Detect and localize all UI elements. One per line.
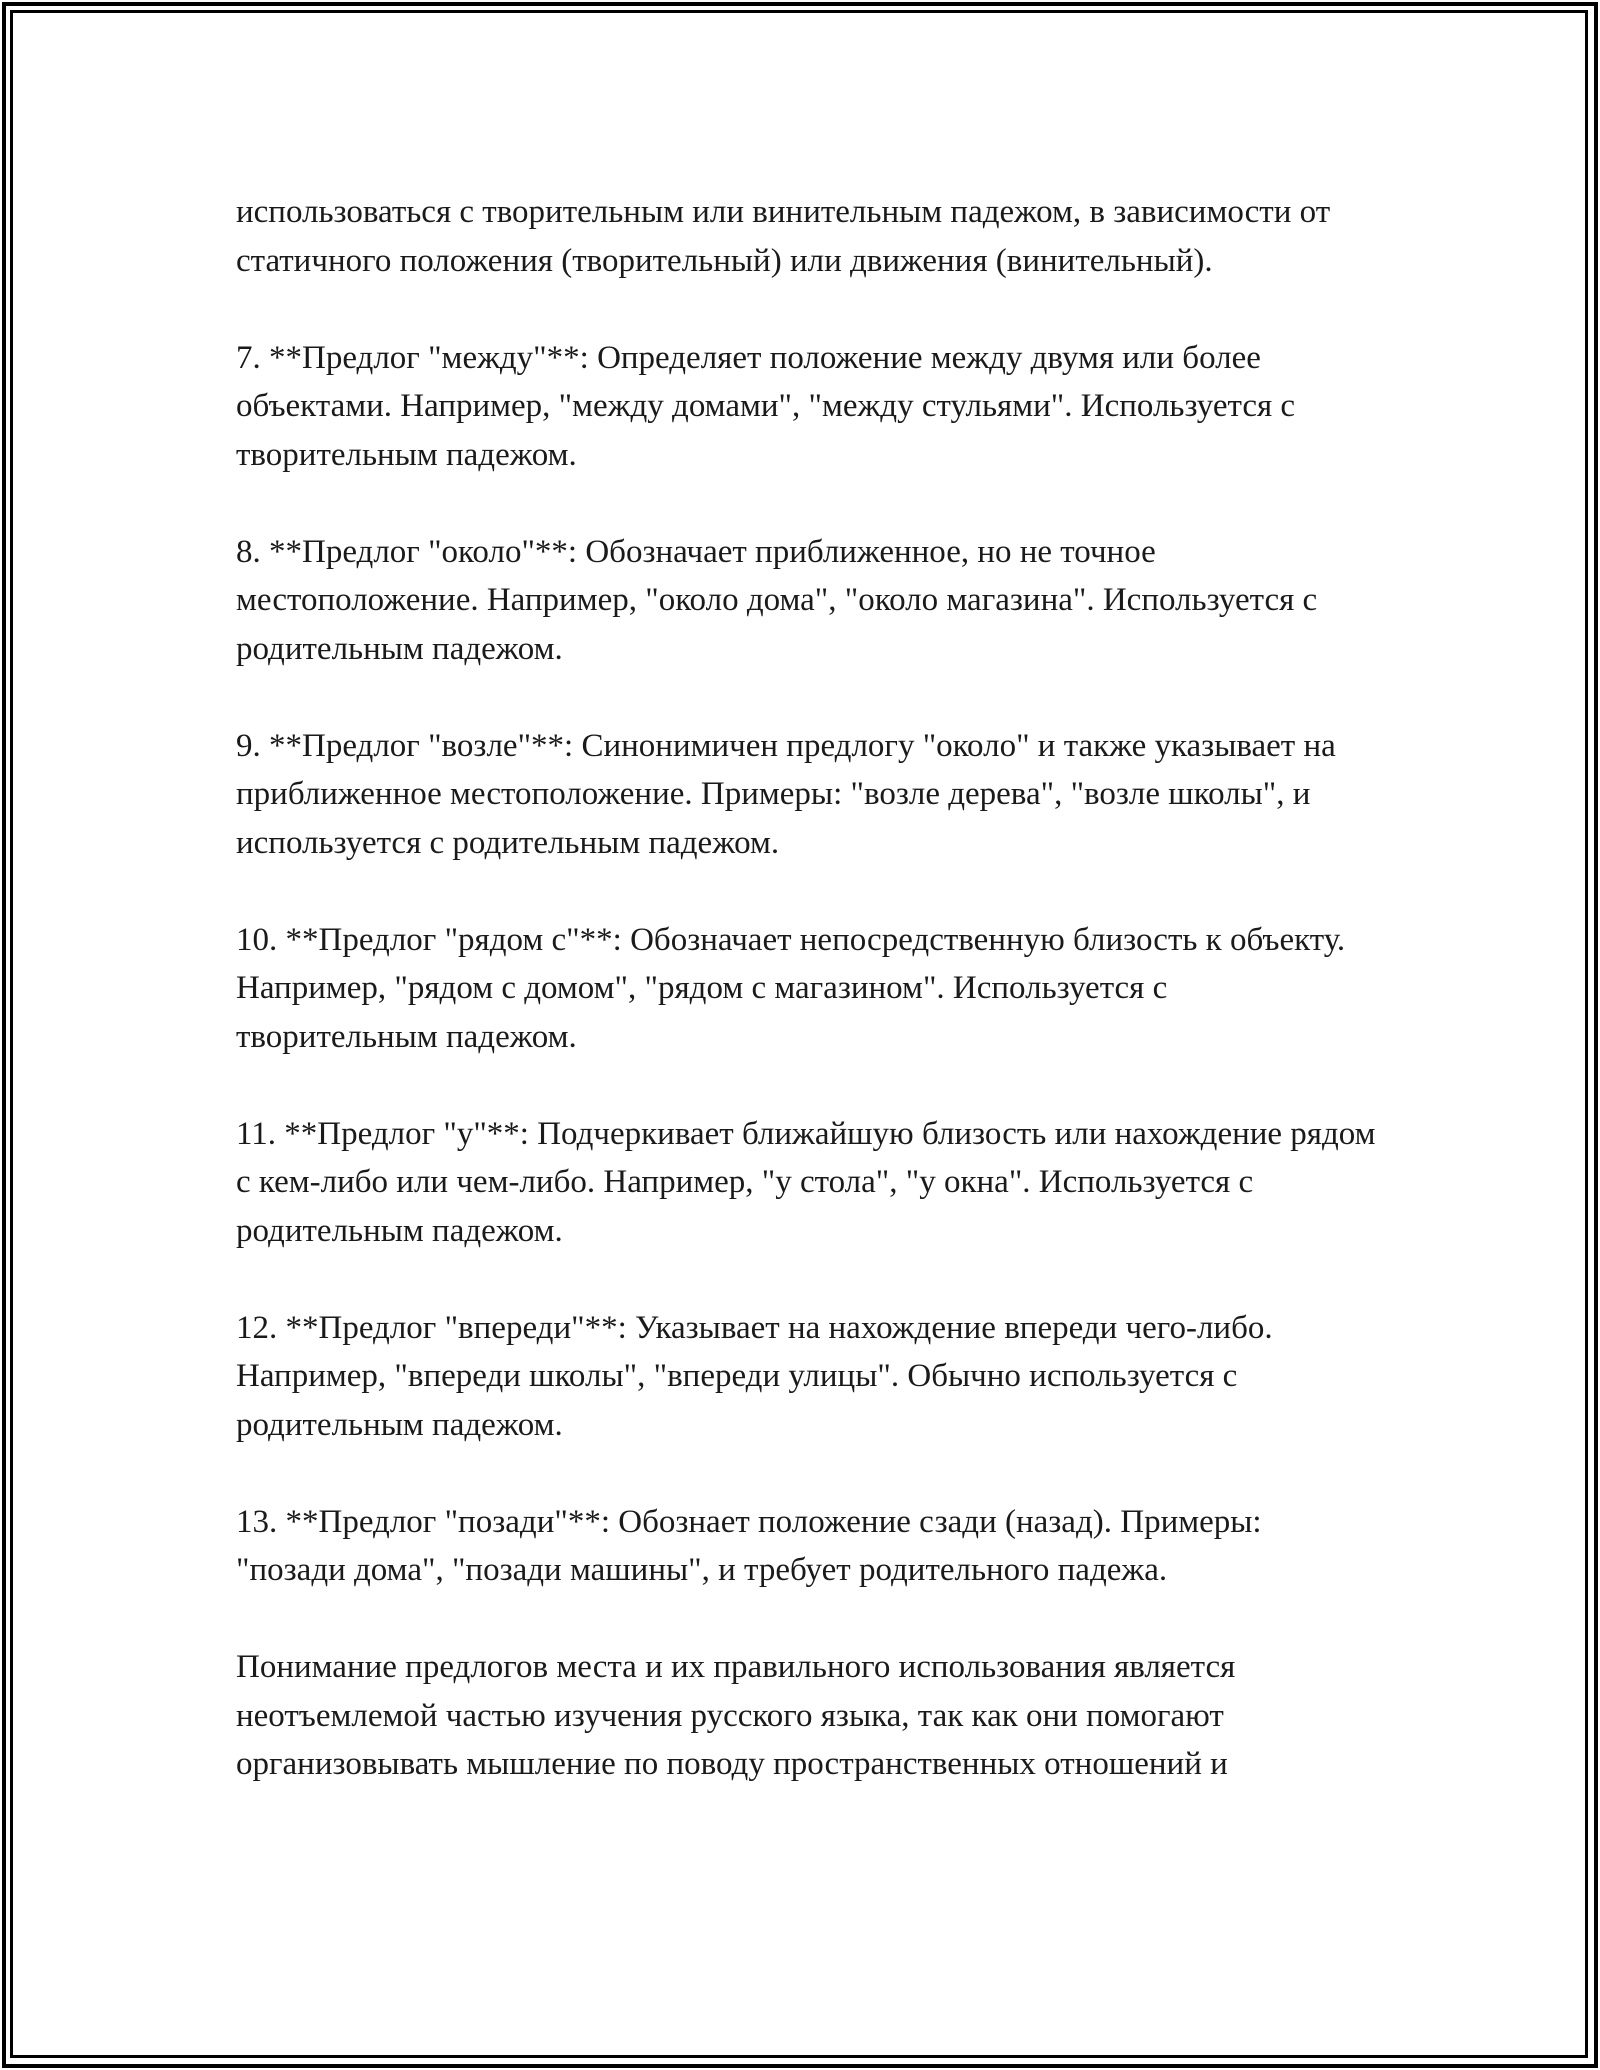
paragraph-item-7: 7. **Предлог "между"**: Определяет положение между двумя или более объектами. Например, "между домами", "между стульями". Используется с творительным падежом.	[236, 339, 1296, 473]
paragraph-item-12: 12. **Предлог "впереди"**: Указывает на нахождение впереди чего-либо. Например, "впереди школы", "впереди улицы". Обычно используется с родительным падежом.	[236, 1309, 1273, 1443]
paragraph-item-9: 9. **Предлог "возле"**: Синонимичен предлогу "около" и также указывает на приближенное местоположение. Примеры: "возле дерева", "возле школы", и используется с родительным падежом.	[236, 727, 1336, 861]
paragraph-continuation: использоваться с творительным или винительным падежом, в зависимости от статичного положения (творительный) или движения (винительный).	[236, 194, 1331, 279]
document-body	[236, 188, 1376, 1837]
paragraph-item-8: 8. **Предлог "около"**: Обозначает приближенное, но не точное местоположение. Например, "около дома", "около магазина". Используется с родительным падежом.	[236, 533, 1318, 667]
paragraph-item-11: 11. **Предлог "у"**: Подчеркивает ближайшую близость или нахождение рядом с кем-либо или чем-либо. Например, "у стола", "у окна". Используется с родительным падежом.	[236, 1115, 1376, 1249]
paragraph-item-13: 13. **Предлог "позади"**: Обознает положение сзади (назад). Примеры: "позади дома", "позади машины", и требует родительного падежа.	[236, 1503, 1262, 1588]
paragraph-item-10: 10. **Предлог "рядом с"**: Обозначает непосредственную близость к объекту. Например, "рядом с домом", "рядом с магазином". Используется с творительным падежом.	[236, 921, 1346, 1055]
paragraph-conclusion: Понимание предлогов места и их правильного использования является неотъемлемой частью изучения русского языка, так как они помогают организовывать мышление по поводу пространственных отношений и	[236, 1649, 1236, 1782]
